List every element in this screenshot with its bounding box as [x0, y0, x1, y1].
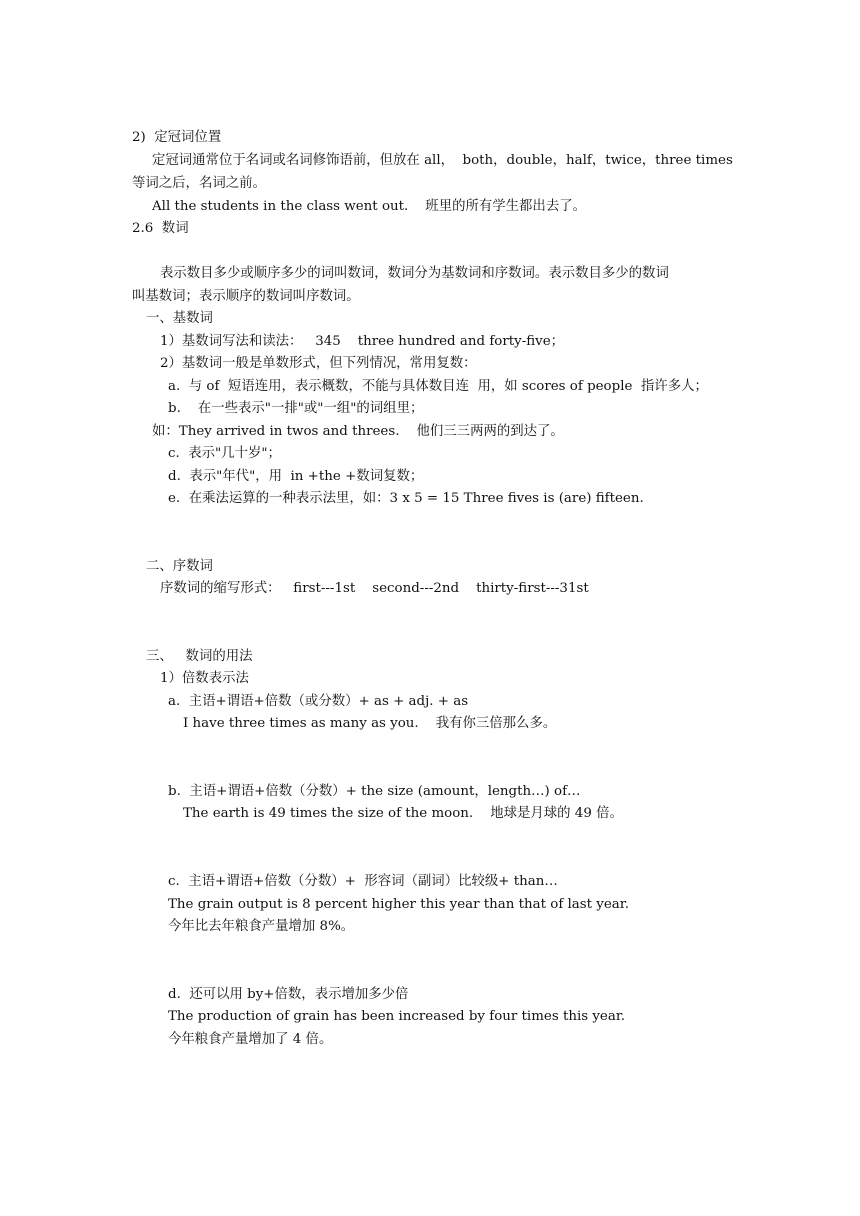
subheading-ordinal: 二、序数词	[146, 559, 213, 574]
list-item: d. 表示"年代"，用 in +the +数词复数；	[168, 469, 424, 484]
heading-definite-article-position: 2) 定冠词位置	[132, 130, 222, 145]
example-line: The grain output is 8 percent higher this year than that of last year.	[168, 897, 629, 912]
pattern-line: d. 还可以用 by+倍数，表示增加多少倍	[168, 987, 409, 1002]
example-line: The production of grain has been increased by four times this year.	[168, 1009, 626, 1024]
pattern-line: c. 主语+谓语+倍数（分数）+ 形容词（副词）比较级+ than…	[168, 874, 558, 889]
list-item: b. 在一些表示"一排"或"一组"的词组里；	[168, 401, 424, 416]
pattern-line: b. 主语+谓语+倍数（分数）+ the size (amount，length…) of…	[168, 784, 581, 799]
example-translation: 今年粮食产量增加了 4 倍。	[168, 1032, 333, 1047]
list-item: 1）倍数表示法	[160, 671, 249, 686]
section-heading-numerals: 2.6 数词	[132, 221, 189, 236]
paragraph-line: 定冠词通常位于名词或名词修饰语前，但放在 all， both，double，half，twice，three times	[152, 153, 733, 168]
subheading-cardinal: 一、基数词	[146, 311, 213, 326]
paragraph-line: 叫基数词；表示顺序的数词叫序数词。	[132, 289, 360, 304]
paragraph-line: 等词之后，名词之前。	[132, 176, 266, 191]
list-item: e. 在乘法运算的一种表示法里，如：3 x 5 = 15 Three fives is (are) fifteen.	[168, 491, 644, 506]
example-line: The earth is 49 times the size of the moon. 地球是月球的 49 倍。	[183, 806, 623, 821]
example-line: I have three times as many as you. 我有你三倍那么多。	[183, 716, 557, 731]
list-item: 2）基数词一般是单数形式，但下列情况，常用复数：	[160, 356, 477, 371]
pattern-line: a. 主语+谓语+倍数（或分数）+ as + adj. + as	[168, 694, 469, 709]
paragraph-line: 表示数目多少或顺序多少的词叫数词，数词分为基数词和序数词。表示数目多少的数词	[160, 266, 669, 281]
subheading-numeral-usage: 三、 数词的用法	[146, 649, 253, 664]
list-item: c. 表示"几十岁"；	[168, 446, 281, 461]
list-item: a. 与 of 短语连用，表示概数，不能与具体数目连 用，如 scores of people 指许多人；	[168, 379, 708, 394]
example-line: 如：They arrived in twos and threes. 他们三三两两的到达了。	[152, 424, 564, 439]
list-item: 1）基数词写法和读法： 345 three hundred and forty-five；	[160, 334, 565, 349]
example-line: All the students in the class went out. 班里的所有学生都出去了。	[152, 199, 586, 214]
example-translation: 今年比去年粮食产量增加 8%。	[168, 919, 355, 934]
paragraph-line: 序数词的缩写形式： first---1st second---2nd thirty-first---31st	[160, 581, 589, 596]
